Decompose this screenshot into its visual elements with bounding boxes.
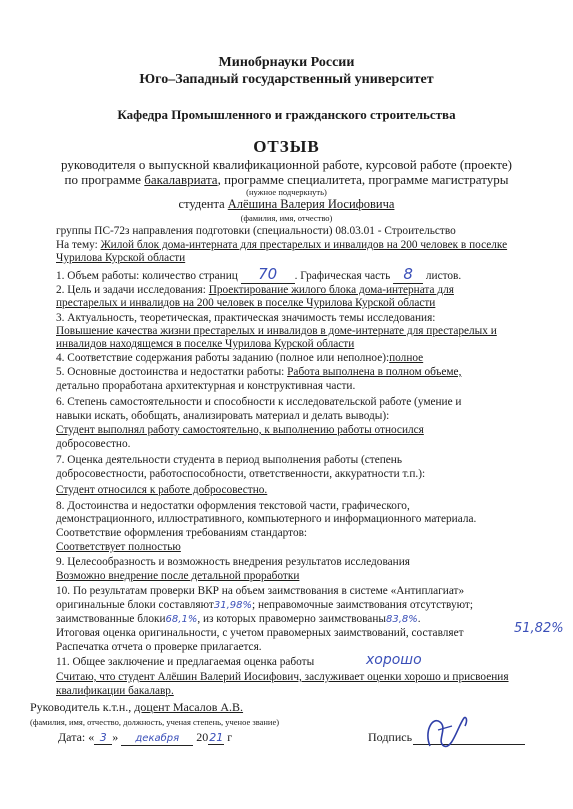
item-9-line-1: Возможно внедрение после детальной проработки: [56, 570, 300, 582]
original-suffix: ; неправомочные заимствования отсутствуют;: [252, 599, 473, 611]
item-10-line-5: Распечатка отчета о проверке прилагается.: [56, 641, 262, 653]
item-9-label: 9. Целесообразность и возможность внедрения результатов исследования: [56, 556, 410, 568]
rightful-suffix: .: [417, 613, 421, 625]
item-6-label-2: навыки искать, обобщать, анализировать материал и делать выводы):: [56, 410, 390, 422]
subtitle-line-1: руководителя о выпускной квалификационной работе, курсовой работе (проекте): [60, 157, 513, 172]
student-label: студента: [178, 197, 225, 211]
item-7-label-1: 7. Оценка деятельности студента в период выполнения работы (степень: [56, 454, 402, 466]
total-originality-handwritten: 51,82%: [514, 621, 564, 636]
item-3-line-2: инвалидов находящемся в поселке Чурилова Курской области: [56, 338, 355, 350]
item-4: [56, 352, 423, 365]
date-year: 21: [209, 731, 224, 744]
date-month-field: [121, 731, 193, 746]
group-line: группы ПС-72з направления подготовки (специальности) 08.03.01 - Строительство: [56, 225, 456, 237]
item-5-line-2: детально проработана архитектурная и конструктивная части.: [56, 380, 356, 392]
original-percent: 31,98%: [213, 600, 252, 611]
rightful-percent: 83,8%: [385, 614, 418, 625]
program-bachelor: бакалавриата: [144, 172, 218, 187]
item-2-line-2: престарелых и инвалидов на 200 человек в поселке Чурилова Курской области: [56, 297, 436, 309]
item-5-line-1: [56, 366, 461, 379]
item-8-line-1: Соответствует полностью: [56, 541, 181, 553]
supervisor-prefix: Руководитель к.т.н.,: [30, 700, 135, 714]
student-name: Алёшина Валерия Иосифовича: [227, 197, 395, 211]
rightful-label: , из которых правомерно заимствованы: [197, 613, 386, 625]
pages-field: [241, 265, 295, 284]
item-10-line-3: [56, 613, 421, 626]
sheets-handwritten: 8: [403, 265, 413, 283]
item-10-line-2: [56, 599, 473, 612]
program-suffix: , программе специалитета, программе магистратуры: [217, 172, 509, 187]
topic-line-1: [56, 239, 507, 252]
item-11-label: 11. Общее заключение и предлагаемая оценка работы: [56, 656, 315, 668]
original-label: оригинальные блоки составляют: [56, 599, 214, 611]
date-day: 3: [99, 731, 107, 744]
date-line: [58, 731, 232, 746]
item-10-line-1: 10. По результатам проверки ВКР на объем заимствования в системе «Антиплагиат»: [56, 585, 465, 597]
item-3-line-1: Повышение качества жизни престарелых и инвалидов в доме-интернате для престарелых и: [56, 325, 497, 337]
item-1-prefix: 1. Объем работы: количество страниц: [56, 270, 238, 282]
item-5-label: 5. Основные достоинства и недостатки работы:: [56, 366, 288, 378]
item-6-label-1: 6. Степень самостоятельности и способности к исследовательской работе (умение и: [56, 396, 462, 408]
item-7-line-1: Студент относился к работе добросовестно.: [56, 484, 268, 496]
date-mid: »: [112, 730, 119, 744]
department-heading: Кафедра Промышленного и гражданского строительства: [117, 107, 456, 122]
date-month: декабря: [135, 733, 180, 744]
item-2-label: 2. Цель и задачи исследования:: [56, 284, 209, 296]
pages-handwritten: 70: [258, 265, 278, 283]
item-1-suffix: листов.: [425, 270, 462, 282]
date-day-field: [94, 731, 112, 745]
signature-image: [418, 712, 478, 757]
topic-label: На тему:: [56, 239, 101, 251]
date-end: г: [224, 730, 233, 744]
item-3-label: 3. Актуальность, теоретическая, практическая значимость темы исследования:: [56, 312, 436, 324]
item-6-line-1: Студент выполнял работу самостоятельно, к выполнению работы относился: [56, 424, 424, 436]
item-1: [56, 265, 462, 284]
grade-handwritten: хорошо: [366, 652, 422, 668]
item-8-label-2: демонстрационного, иллюстративного, компьютерного и информационного материала.: [56, 513, 477, 525]
item-4-value: полное: [389, 352, 424, 364]
borrowed-percent: 68,1%: [165, 614, 198, 625]
item-8-label-1: 8. Достоинства и недостатки оформления текстовой части, графического,: [56, 500, 410, 512]
topic-line-2: Чурилова Курской области: [56, 252, 186, 264]
item-11-line-1: Считаю, что студент Алёшин Валерий Иосифович, заслуживает оценки хорошо и присвоения: [56, 671, 509, 683]
supervisor-caption: (фамилия, имя, отчество, должность, ученая степень, ученое звание): [30, 717, 280, 727]
ministry-heading: Минобрнауки России: [218, 55, 355, 70]
student-caption: (фамилия, имя, отчество): [240, 213, 333, 223]
subtitle-line-2: [0, 172, 573, 188]
program-prefix: по программе: [64, 172, 145, 187]
item-7-label-2: добросовестности, работоспособности, ответственности, аккуратности т.п.):: [56, 468, 426, 480]
date-year-prefix: 20: [196, 730, 209, 744]
signature-label: Подпись: [368, 730, 413, 744]
item-8-label-3: Соответствие оформления требованиям стандартов:: [56, 527, 308, 539]
item-4-label: 4. Соответствие содержания работы заданию (полное или неполное):: [56, 352, 390, 364]
item-2-text: Проектирование жилого блока дома-интерната для: [208, 284, 454, 296]
sheets-field: [393, 265, 423, 284]
date-label: Дата: «: [58, 730, 95, 744]
supervisor-line: [30, 701, 243, 714]
item-11-line-2: квалификации бакалавр.: [56, 685, 174, 697]
subtitle-note: (нужное подчеркнуть): [246, 187, 327, 197]
student-line: [0, 197, 573, 212]
item-6-line-2: добросовестно.: [56, 438, 131, 450]
topic-text: Жилой блок дома-интерната для престарелых и инвалидов на 200 человек в поселке: [100, 239, 508, 251]
supervisor-name: доцент Масалов А.В.: [134, 700, 244, 714]
item-1-mid: . Графическая часть: [294, 270, 391, 282]
item-2-line-1: [56, 284, 454, 297]
borrowed-label: заимствованные блоки: [56, 613, 166, 625]
item-5-text: Работа выполнена в полном объеме,: [287, 366, 462, 378]
document-title: ОТЗЫВ: [253, 137, 320, 156]
date-year-field: [208, 731, 224, 745]
item-10-line-4: Итоговая оценка оригинальности, с учетом правомерных заимствований, составляет: [56, 627, 464, 639]
university-heading: Юго–Западный государственный университет: [139, 72, 434, 87]
